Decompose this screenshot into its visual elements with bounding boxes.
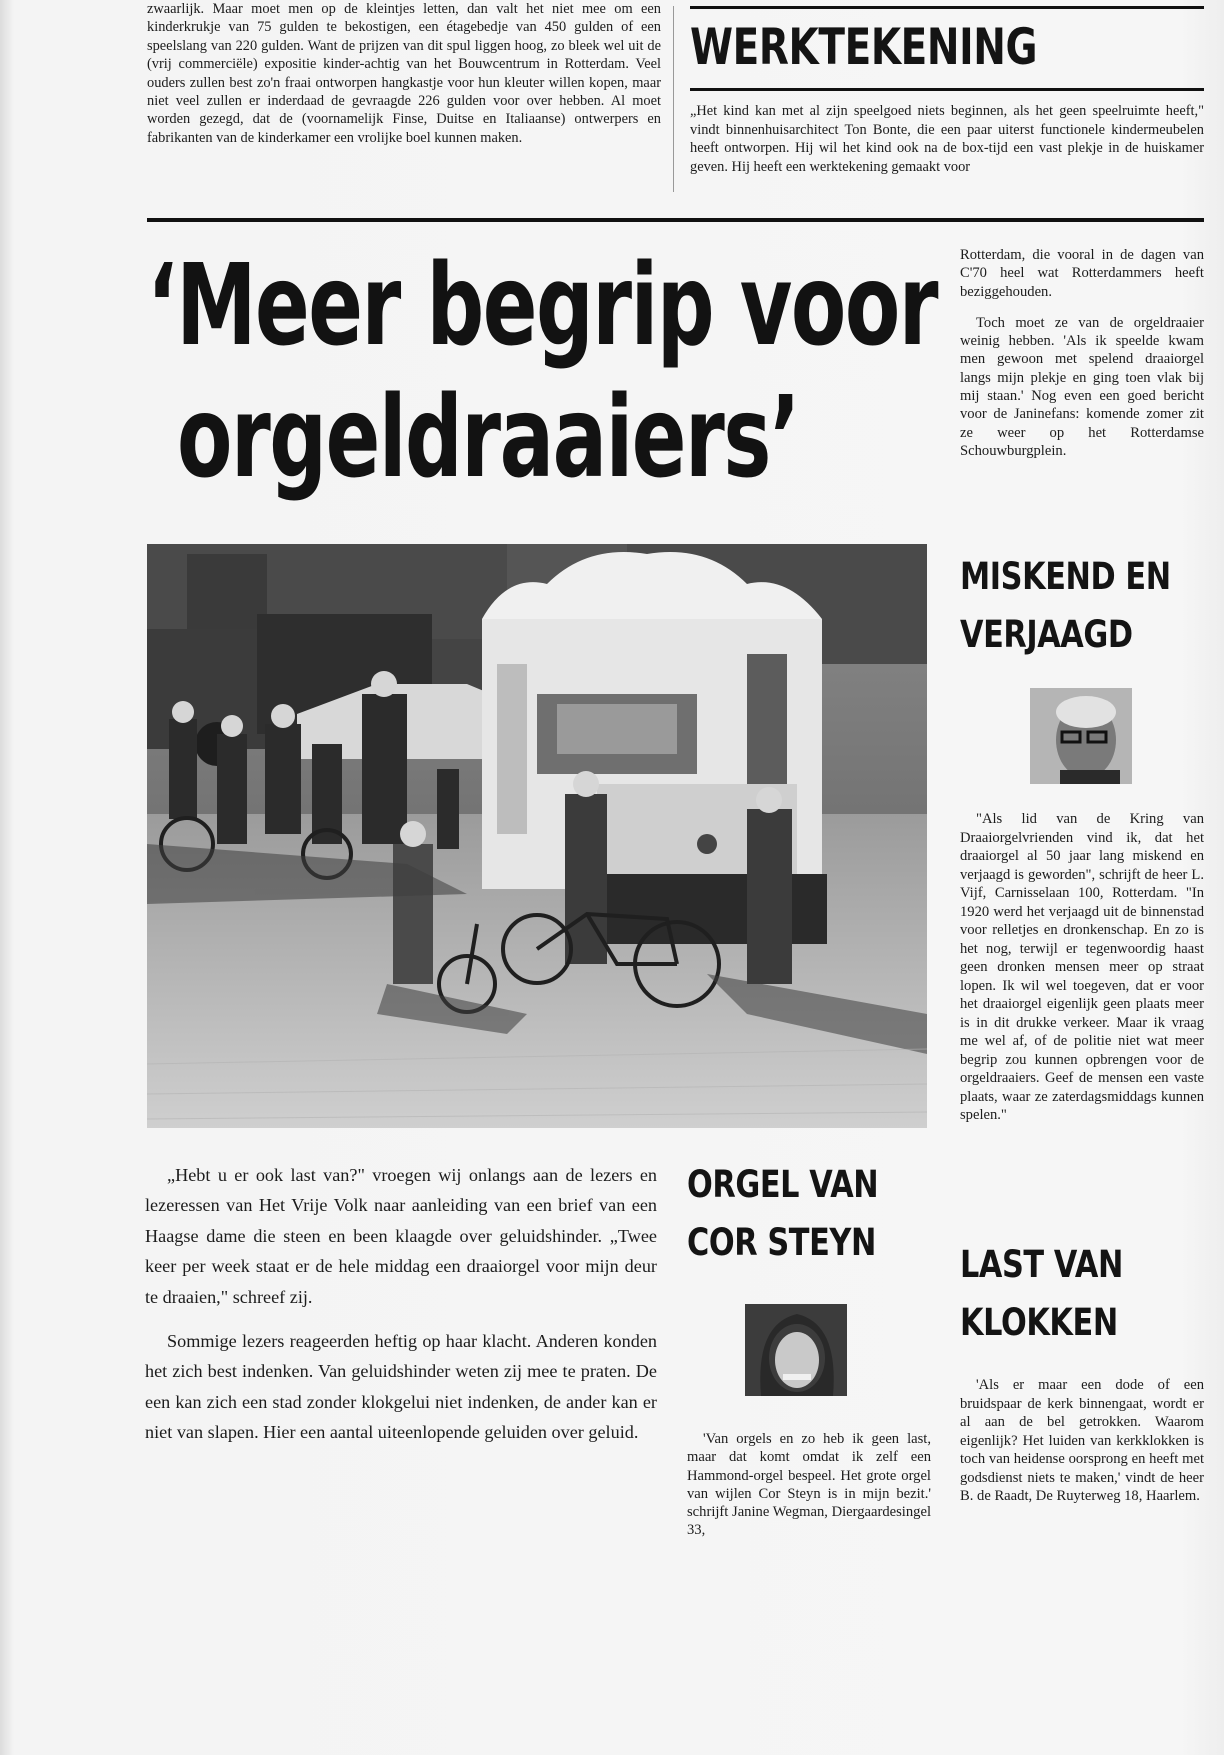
orgel-heading (687, 1156, 937, 1280)
portrait-vijf-image (1030, 688, 1132, 784)
klokken-text: 'Als er maar een dode of een bruidspaar de kerk binnengaat, wordt er al aan de bel getrokken. Waarom eigenlijk? Het luiden van kerkklokken is toch van heidense oorsprong en heeft met godsdienst niets te maken,' vindt de heer B. de Raadt, De Ruyterweg 18, Haarlem. (960, 1377, 1204, 1504)
werktekening-heading: WERKTEKENING (690, 18, 1038, 76)
orgel-heading-line-1: ORGEL VAN (687, 1163, 879, 1206)
column-divider-top (673, 6, 674, 192)
portrait-wegman (745, 1304, 847, 1396)
top-left-column (147, 0, 661, 200)
klokken-column (960, 1376, 1204, 1556)
intro-column (145, 1160, 657, 1560)
miskend-heading (960, 548, 1204, 666)
werktekening-top-rule (690, 6, 1204, 9)
miskend-text: "Als lid van de Kring van Draaiorgelvrienden vind ik, dat het draaiorgel al 50 jaar lang miskend en verjaagd is geworden", schrijft de heer L. Vijf, Carnisselaan 100, Rotterdam. "In 1920 werd het verjaagd uit de binnenstad voor relletjes en dronkenschap. En zo is het nog, terwijl er tegenwoordig haast geen dronken mensen meer op straat lopen. Ik wil wel toegeven, dat er voor het draaiorgel eigenlijk geen plaats meer is in dit drukke verkeer. Maar ik vraag me wel af, of de politie niet wat meer begrip zou kunnen opbrengen voor de orgeldraaiers. Geef de mensen een vaste plaats, waar ze zaterdagsmiddags kunnen spelen." (960, 811, 1204, 1123)
headline-line-2: orgeldraaiers’ (177, 373, 800, 503)
miskend-heading-line-2: VERJAAGD (960, 613, 1133, 656)
street-organ-photo (147, 544, 927, 1128)
section-divider (147, 218, 1204, 222)
right-intro-p2: Toch moet ze van de orgeldraaier weinig hebben. 'Als ik speelde kwam men gewoon met spelend draaiorgel langs mijn plekje en ging toen vlak bij mij staan.' Nog even een goed bericht voor de Janinefans: komende zomer zit ze weer op het Rotterdamse Schouwburgplein. (960, 314, 1204, 459)
right-intro-column (960, 246, 1204, 516)
klokken-heading (960, 1236, 1204, 1360)
miskend-heading-line-1: MISKEND EN (960, 555, 1171, 598)
portrait-wegman-image (745, 1304, 847, 1396)
klokken-heading-line-2: KLOKKEN (960, 1301, 1118, 1344)
intro-p2: Sommige lezers reageerden heftig op haar klacht. Anderen konden het zich best indenken. Van geluidshinder weten zij mee te praten. De een kan zich een stad zonder klokgelui niet indenken, de ander kan er niet van slapen. Hier een aantal uiteenlopende geluiden over geluid. (145, 1331, 657, 1443)
top-left-text: zwaarlijk. Maar moet men op de kleintjes letten, dan valt het niet mee om een kinderkrukje van 75 gulden te bekostigen, een étagebedje van 450 gulden of een speelslang van 220 gulden. Want de prijzen van dit spul liggen hoog, zo bleek wel uit de (vrij commerciële) expositie kinder-achtig van het Bouwcentrum in Rotterdam. Veel ouders zullen best zo'n fraai ontworpen hangkastje voor hun kleuter willen kopen, maar niet veel zullen er inderdaad de gevraagde 226 gulden voor over hebben. Al moet worden gezegd, dat de (voornamelijk Finse, Duitse en Italiaanse) ontwerpers en fabrikanten van de kinderkamer een vrolijke boel kunnen maken. (147, 1, 661, 146)
photo-illustration (147, 544, 927, 1128)
orgel-column (687, 1430, 931, 1560)
headline-line-1: ‘Meer begrip voor (147, 241, 938, 371)
werktekening-column (690, 102, 1204, 196)
portrait-vijf (1030, 688, 1132, 784)
werktekening-text: „Het kind kan met al zijn speelgoed niets beginnen, als het geen speelruimte heeft," vindt binnenhuisarchitect Ton Bonte, die een paar uiterst functionele kindermeubelen heeft ontworpen. Hij wil het kind ook na de box-tijd een vast plekje in de huiskamer geven. Hij heeft een werktekening gemaakt voor (690, 103, 1204, 175)
orgel-text: 'Van orgels en zo heb ik geen last, maar dat komt omdat ik zelf een Hammond-orgel bespeel. Het grote orgel van wijlen Cor Steyn is in mijn bezit.' schrijft Janine Wegman, Diergaardesingel 33, (687, 1431, 931, 1539)
headline-block (147, 240, 947, 530)
right-intro-p1: Rotterdam, die vooral in de dagen van C'70 heel wat Rotterdammers heeft beziggehouden. (960, 247, 1204, 300)
werktekening-bottom-rule (690, 88, 1204, 91)
miskend-column (960, 810, 1204, 1200)
orgel-heading-line-2: COR STEYN (687, 1221, 876, 1264)
intro-p1: „Hebt u er ook last van?" vroegen wij onlangs aan de lezers en lezeressen van Het Vrije Volk naar aanleiding van een brief van een Haagse dame die steen en been klaagde over geluidshinder. „Twee keer per week staat er de hele middag een draaiorgel voor mijn deur te draaien," schreef zij. (145, 1165, 657, 1307)
werktekening-heading-box (690, 16, 1204, 78)
klokken-heading-line-1: LAST VAN (960, 1243, 1123, 1286)
